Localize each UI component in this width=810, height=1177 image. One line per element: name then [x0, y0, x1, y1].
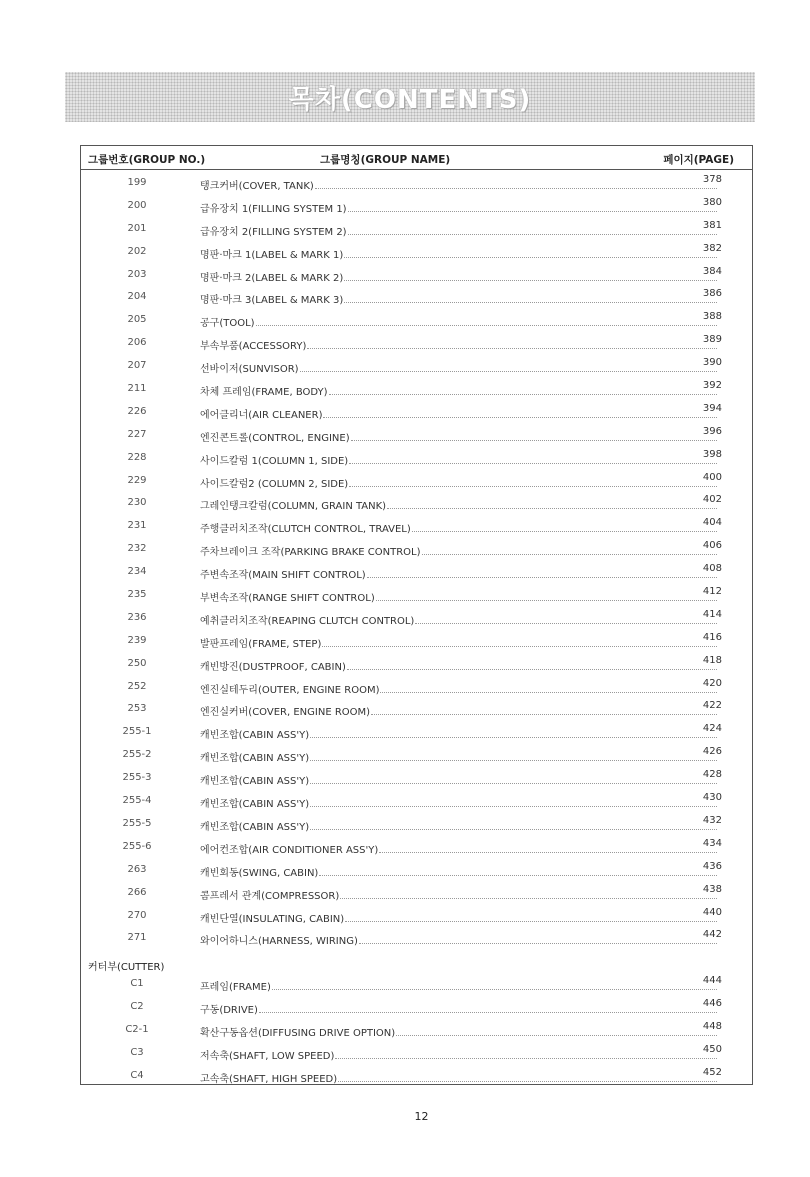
table-row [81, 515, 752, 538]
table-row [81, 286, 752, 309]
title-banner [65, 72, 755, 122]
group-name-line [200, 887, 717, 902]
dot-leader [396, 1035, 717, 1036]
group-name: 탱크커버(COVER, TANK) [200, 181, 314, 192]
dot-leader [344, 302, 717, 303]
page-ref: 422 [702, 700, 722, 712]
group-number: 239 [127, 634, 147, 646]
header-page: 페이지(PAGE) [663, 154, 734, 166]
group-number: 266 [127, 886, 147, 898]
group-number: 255-2 [122, 749, 152, 761]
group-name: 캐빈조합(CABIN ASS'Y) [200, 753, 310, 765]
table-row [81, 744, 752, 767]
page-ref: 396 [702, 425, 722, 437]
page-ref: 432 [702, 814, 722, 826]
group-number: C3 [130, 1046, 144, 1058]
group-name-line [200, 1070, 717, 1085]
page-ref: 442 [702, 929, 722, 941]
group-number: C2-1 [125, 1023, 149, 1035]
group-number: 250 [127, 657, 147, 669]
contents-rows [81, 172, 752, 1088]
group-number: 227 [127, 428, 147, 440]
dot-leader [345, 921, 717, 922]
group-name: 주변속조작(MAIN SHIFT CONTROL) [200, 570, 366, 582]
table-row [81, 172, 752, 195]
dot-leader [412, 531, 717, 532]
group-name: 캐빈회동(SWING, CABIN) [200, 867, 319, 879]
dot-leader [380, 692, 717, 693]
page-ref: 408 [702, 563, 722, 575]
group-name: 명판·마크 2(LABEL & MARK 2) [200, 272, 344, 284]
page-ref: 381 [702, 219, 722, 231]
group-name: 명판·마크 1(LABEL & MARK 1) [200, 249, 344, 261]
group-name: 사이드칼럼 1(COLUMN 1, SIDE) [200, 455, 349, 467]
group-name: 선바이저(SUNVISOR) [200, 364, 299, 376]
page-ref: 420 [702, 677, 722, 689]
group-name-line [200, 1001, 717, 1016]
dot-leader [322, 646, 717, 647]
group-name-line [200, 406, 717, 421]
section-row [81, 950, 752, 973]
dot-leader [338, 1081, 717, 1082]
group-number: 255-5 [122, 817, 152, 829]
group-name: 주차브레이크 조작(PARKING BRAKE CONTROL) [200, 547, 421, 559]
table-row [81, 882, 752, 905]
dot-leader [300, 371, 717, 372]
table-row [81, 927, 752, 950]
group-name: 구동(DRIVE) [200, 1005, 258, 1017]
group-number: 199 [127, 177, 147, 188]
group-name-line [200, 1047, 717, 1062]
page-ref: 438 [702, 883, 722, 895]
group-name: 확산구동옵션(DIFFUSING DRIVE OPTION) [200, 1027, 396, 1039]
table-row [81, 264, 752, 287]
group-name: 급유장치 2(FILLING SYSTEM 2) [200, 226, 347, 238]
dot-leader [310, 783, 717, 784]
table-row [81, 607, 752, 630]
group-name-line [200, 246, 717, 261]
group-name-line [200, 497, 717, 512]
table-row [81, 309, 752, 332]
table-row [81, 332, 752, 355]
table-row [81, 973, 752, 996]
group-name-line [200, 269, 717, 284]
page-ref: 430 [702, 792, 722, 804]
page-ref: 384 [702, 265, 722, 277]
table-row [81, 401, 752, 424]
table-row [81, 1065, 752, 1088]
group-name-line [200, 223, 717, 238]
group-name-line [200, 612, 717, 627]
group-name-line [200, 520, 717, 535]
dot-leader [319, 875, 717, 876]
group-number: 234 [127, 566, 147, 578]
page-ref: 404 [702, 517, 722, 529]
dot-leader [310, 737, 717, 738]
table-row [81, 1042, 752, 1065]
table-row [81, 447, 752, 470]
table-row [81, 424, 752, 447]
group-number: 228 [127, 451, 147, 463]
table-row [81, 241, 752, 264]
table-row [81, 905, 752, 928]
page-ref: 448 [702, 1020, 722, 1032]
group-number: 236 [127, 611, 147, 623]
group-number: 230 [127, 497, 147, 509]
dot-leader [348, 211, 717, 212]
table-row [81, 470, 752, 493]
group-name-line [200, 314, 717, 329]
table-row [81, 584, 752, 607]
group-name-line [200, 360, 717, 375]
group-number: 204 [127, 291, 147, 303]
group-name-line [200, 749, 717, 764]
dot-leader [329, 394, 717, 395]
group-name-line [200, 658, 717, 673]
group-number: 235 [127, 589, 147, 601]
group-number: 202 [127, 245, 147, 257]
dot-leader [367, 577, 717, 578]
group-name-line [200, 475, 717, 490]
dot-leader [359, 943, 717, 944]
group-number: 232 [127, 543, 147, 555]
group-name-line [200, 589, 717, 604]
page-ref: 406 [702, 540, 722, 552]
group-number: C4 [130, 1069, 144, 1081]
dot-leader [344, 257, 717, 258]
group-number: 255-4 [122, 795, 152, 807]
page-ref: 440 [702, 906, 722, 918]
page-title: 목차(CONTENTS) [288, 84, 532, 115]
group-number: 263 [127, 863, 147, 875]
table-row [81, 218, 752, 241]
table-row [81, 996, 752, 1019]
group-name: 주행클러치조작(CLUTCH CONTROL, TRAVEL) [200, 524, 411, 536]
group-name-line [200, 383, 717, 398]
group-name-line [200, 726, 717, 741]
page-ref: 394 [702, 402, 722, 414]
dot-leader [351, 440, 717, 441]
group-number: 252 [127, 680, 147, 692]
page-ref: 414 [702, 608, 722, 620]
group-name: 캐빈단열(INSULATING, CABIN) [200, 913, 345, 925]
header-group-no: 그룹번호(GROUP NO.) [88, 154, 206, 166]
group-name: 예취클러치조작(REAPING CLUTCH CONTROL) [200, 615, 415, 627]
group-name: 고속축(SHAFT, HIGH SPEED) [200, 1073, 338, 1085]
group-name-line [200, 452, 717, 467]
page-ref: 386 [702, 288, 722, 300]
group-name: 공구(TOOL) [200, 318, 255, 330]
group-name: 그레인탱크칼럼(COLUMN, GRAIN TANK) [200, 501, 387, 513]
table-row [81, 721, 752, 744]
page-ref: 436 [702, 860, 722, 872]
dot-leader [340, 898, 717, 899]
page-ref: 390 [702, 357, 722, 369]
table-row [81, 1019, 752, 1042]
group-name: 에어컨조합(AIR CONDITIONER ASS'Y) [200, 844, 379, 856]
table-row [81, 859, 752, 882]
group-number: 203 [127, 268, 147, 280]
table-row [81, 378, 752, 401]
page-ref: 434 [702, 837, 722, 849]
table-row [81, 698, 752, 721]
dot-leader [347, 669, 717, 670]
group-name: 엔진실커버(COVER, ENGINE ROOM) [200, 707, 371, 719]
dot-leader [371, 714, 717, 715]
group-name: 부속부품(ACCESSORY) [200, 341, 307, 353]
dot-leader [349, 463, 717, 464]
dot-leader [415, 623, 717, 624]
group-number: C1 [130, 978, 144, 990]
group-name: 부변속조작(RANGE SHIFT CONTROL) [200, 593, 375, 605]
group-name-line [200, 291, 717, 306]
table-row [81, 836, 752, 859]
group-number: 226 [127, 405, 147, 417]
page-ref: 388 [702, 311, 722, 323]
dot-leader [422, 554, 718, 555]
dot-leader [315, 188, 717, 189]
group-name-line [200, 429, 717, 444]
group-number: 200 [127, 199, 147, 211]
group-name: 콤프레서 관계(COMPRESSOR) [200, 890, 340, 902]
section-label: 커터부(CUTTER) [88, 962, 165, 974]
dot-leader [344, 280, 717, 281]
page-ref: 424 [702, 723, 722, 735]
group-number: C2 [130, 1001, 144, 1013]
group-number: 205 [127, 314, 147, 326]
group-name: 저속축(SHAFT, LOW SPEED) [200, 1050, 335, 1062]
page-ref: 426 [702, 746, 722, 758]
group-name-line [200, 795, 717, 810]
group-name: 캐빈조합(CABIN ASS'Y) [200, 821, 310, 833]
group-name: 캐빈조합(CABIN ASS'Y) [200, 799, 310, 811]
dot-leader [349, 486, 717, 487]
page-ref: 452 [702, 1066, 722, 1078]
group-number: 271 [127, 932, 147, 944]
table-row [81, 813, 752, 836]
group-name-line [200, 864, 717, 879]
group-name-line [200, 818, 717, 833]
table-row [81, 355, 752, 378]
dot-leader [310, 760, 717, 761]
page-ref: 428 [702, 769, 722, 781]
group-name: 발판프레임(FRAME, STEP) [200, 638, 322, 650]
page-number: 12 [414, 1110, 429, 1123]
page-ref: 418 [702, 654, 722, 666]
table-row [81, 790, 752, 813]
page-ref: 380 [702, 196, 722, 208]
page-ref: 382 [702, 242, 722, 254]
group-number: 270 [127, 909, 147, 921]
page-ref: 450 [702, 1043, 722, 1055]
dot-leader [376, 600, 717, 601]
page-ref: 416 [702, 631, 722, 643]
dot-leader [256, 325, 717, 326]
group-name-line [200, 177, 717, 192]
group-name: 엔진실테두리(OUTER, ENGINE ROOM) [200, 684, 380, 696]
page-ref: 446 [702, 998, 722, 1010]
group-number: 206 [127, 337, 147, 349]
table-row [81, 492, 752, 515]
table-row [81, 561, 752, 584]
group-name: 와이어하니스(HARNESS, WIRING) [200, 936, 358, 948]
group-number: 207 [127, 360, 147, 372]
dot-leader [259, 1012, 717, 1013]
table-header [81, 146, 752, 170]
group-name-line [200, 772, 717, 787]
group-name: 급유장치 1(FILLING SYSTEM 1) [200, 203, 347, 215]
contents-table [80, 145, 753, 1085]
group-name-line [200, 841, 717, 856]
group-name: 차체 프레임(FRAME, BODY) [200, 387, 328, 399]
group-name: 엔진콘트롤(CONTROL, ENGINE) [200, 432, 350, 444]
group-name-line [200, 200, 717, 215]
group-name: 사이드칼럼2 (COLUMN 2, SIDE) [200, 478, 349, 490]
group-name-line [200, 978, 717, 993]
group-number: 231 [127, 520, 147, 532]
group-name-line [200, 1024, 717, 1039]
group-number: 211 [127, 383, 147, 395]
table-row [81, 630, 752, 653]
page-ref: 392 [702, 380, 722, 392]
group-name-line [200, 681, 717, 696]
dot-leader [307, 348, 717, 349]
dot-leader [379, 852, 717, 853]
group-name-line [200, 543, 717, 558]
group-name-line [200, 635, 717, 650]
dot-leader [348, 234, 717, 235]
group-name-line [200, 337, 717, 352]
dot-leader [335, 1058, 717, 1059]
table-row [81, 676, 752, 699]
group-number: 255-3 [122, 772, 152, 784]
header-group-name: 그룹명칭(GROUP NAME) [320, 154, 451, 166]
group-number: 253 [127, 703, 147, 715]
dot-leader [310, 806, 717, 807]
group-name: 캐빈방진(DUSTPROOF, CABIN) [200, 661, 346, 673]
group-number: 255-1 [122, 726, 152, 738]
dot-leader [323, 417, 717, 418]
group-name: 캐빈조합(CABIN ASS'Y) [200, 730, 310, 742]
group-number: 255-6 [122, 840, 152, 852]
page-ref: 398 [702, 448, 722, 460]
group-name-line [200, 932, 717, 947]
table-row [81, 767, 752, 790]
page-ref: 402 [702, 494, 722, 506]
table-row [81, 538, 752, 561]
dot-leader [272, 989, 717, 990]
page-ref: 378 [702, 174, 722, 185]
group-name-line [200, 566, 717, 581]
group-name: 명판·마크 3(LABEL & MARK 3) [200, 295, 344, 307]
group-name-line [200, 703, 717, 718]
page-ref: 444 [702, 975, 722, 987]
group-name: 캐빈조합(CABIN ASS'Y) [200, 776, 310, 788]
group-name-line [200, 910, 717, 925]
group-name: 프레임(FRAME) [200, 982, 271, 994]
table-row [81, 195, 752, 218]
dot-leader [387, 508, 717, 509]
dot-leader [310, 829, 717, 830]
group-name: 에어클리너(AIR CLEANER) [200, 409, 323, 421]
page-ref: 412 [702, 586, 722, 598]
group-number: 201 [127, 222, 147, 234]
page-ref: 389 [702, 334, 722, 346]
page-ref: 400 [702, 471, 722, 483]
table-row [81, 653, 752, 676]
group-number: 229 [127, 474, 147, 486]
